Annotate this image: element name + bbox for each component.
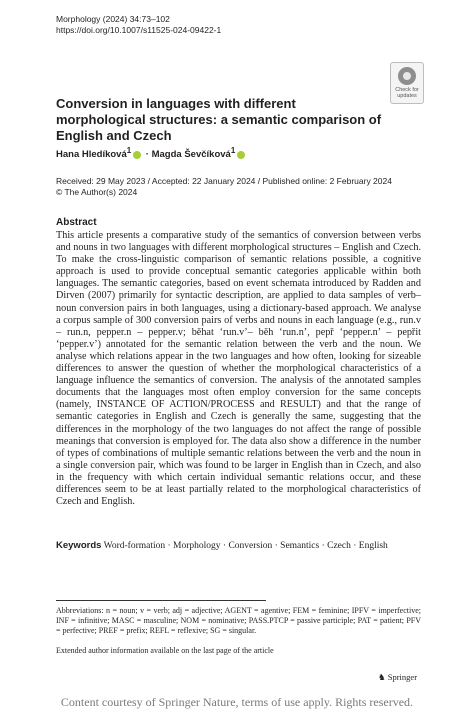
abbreviations-footnote: Abbreviations: n = noun; v = verb; adj = adjective; AGENT = agentive; FEM = feminine; IPFV = imperfective; INF = infinitive; MASC = masculine; NOM = nominative; PASS.PTCP = passive participle; PAT = patient; PFV = perfective; PREF = prefix; REFL = reflexive; SG = singular. (56, 606, 421, 635)
orcid-icon[interactable] (133, 151, 141, 159)
copyright: © The Author(s) 2024 (56, 187, 138, 197)
author-affiliation: 1 (230, 146, 236, 155)
article-title: Conversion in languages with different morphological structures: a semantic comparison of English and Czech (56, 96, 382, 143)
journal-citation: Morphology (2024) 34:73–102 (56, 14, 170, 24)
keywords (56, 540, 421, 552)
abstract-text: This article presents a comparative study of the semantics of conversion between verbs and nouns in two languages with different morphological structures – English and Czech. To make the cross-linguistic comparison of semantic relations possible, a cognitive approach is used to provide conceptual semantic categories applicable within both languages. The semantic categories, based on event schemata introduced by Radden and Dirven (2007) primarily for syntactic description, are applied to data samples of verb–noun conversion pairs in both languages, using a dictionary-based approach. We analyse a corpus sample of 300 conversion pairs of verbs and nouns in each language (e.g., run.v – run.n, pepper.n – pepper.v; běhat ‘run.v’– běh ‘run.n’, pepř ‘pepper.n’ – pepřit ‘pepper.v’) annotated for the semantic relation between the verb and the noun. We analyse which relations appear in the two languages and how often, looking for sizeable differences to answer the question of whether the morphological characteristics of a language influence the semantics of conversion. The analysis of the annotated samples documents that the languages most often employ conversion for the same concepts (namely, INSTANCE OF ACTION/PROCESS and RESULT) and that the range of semantic categories in English and Czech is generally the same, suggesting that the differences in the morphology of the two languages do not affect the range of possible meanings that conversion is employed for. The data also show a difference in the number of types of combinations of multiple semantic relations between the verb and the noun in a single conversion pair, which was found to be larger in English than in Czech, and also in the frequency with which certain individual semantic relations occur, and these differences seem to be at least partially related to the morphological characteristics of Czech and English. (56, 230, 421, 508)
courtesy-watermark: Content courtesy of Springer Nature, terms of use apply. Rights reserved. (60, 695, 414, 709)
extended-info-note: Extended author information available on the last page of the article (56, 646, 274, 655)
keywords-list: Word-formation · Morphology · Conversion · Semantics · Czech · English (103, 541, 388, 551)
publisher-name: Springer (387, 672, 418, 682)
keywords-label: Keywords (56, 540, 102, 551)
doi-link[interactable]: https://doi.org/10.1007/s11525-024-09422-1 (56, 25, 222, 35)
author-name: Hana Hledíková (56, 149, 127, 161)
crossmark-icon (398, 67, 416, 85)
orcid-icon[interactable] (237, 151, 245, 159)
publisher-logo (378, 672, 417, 682)
springer-horse-icon: ♞ (378, 672, 386, 682)
badge-label: Check for updates (395, 87, 419, 99)
author-affiliation: 1 (126, 146, 132, 155)
publication-dates (56, 176, 392, 198)
journal-header (56, 14, 221, 36)
check-for-updates-badge[interactable] (390, 62, 424, 104)
author-separator: · (145, 149, 149, 161)
footnote-divider (56, 600, 266, 601)
date-history: Received: 29 May 2023 / Accepted: 22 January 2024 / Published online: 2 February 2024 (56, 176, 392, 186)
author-name: Magda Ševčíková (151, 149, 231, 161)
author-list (56, 145, 247, 161)
abstract-heading: Abstract (56, 217, 97, 228)
